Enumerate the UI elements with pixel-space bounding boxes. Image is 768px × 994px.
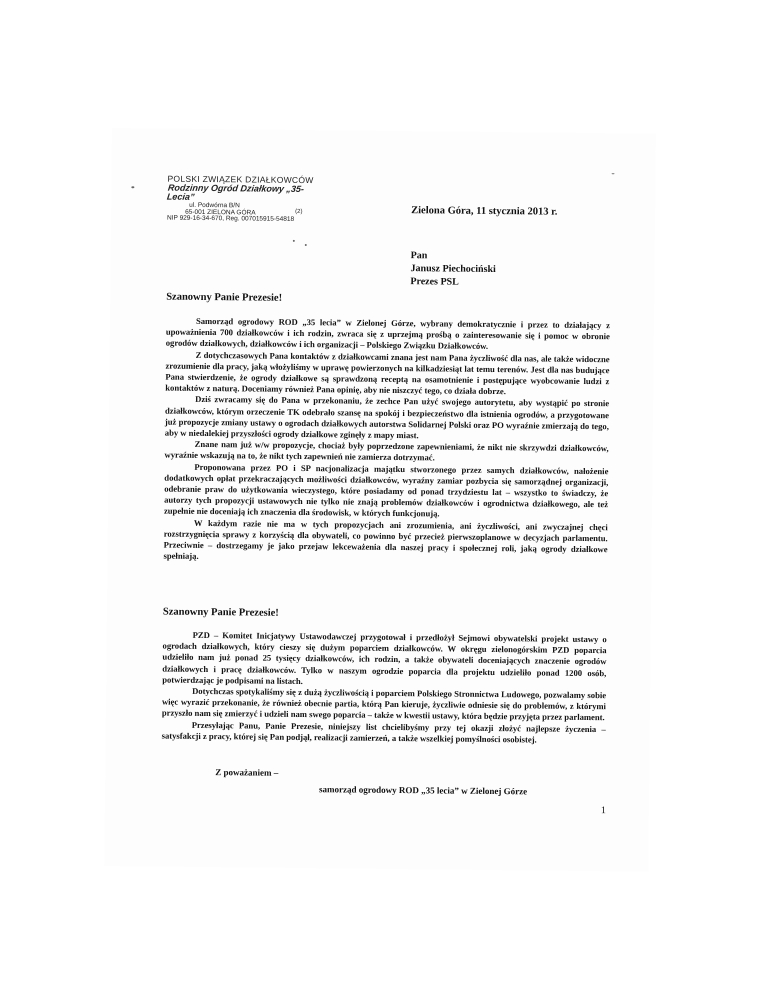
scan-speck — [612, 173, 615, 174]
stamp-line-4: 65-001 ZIELONA GÓRA — [185, 208, 256, 217]
paragraph: Samorząd ogrodowy ROD „35 lecia” w Zielonej Górze, wybrany demokratycznie i przez to działający z upoważnienia 700 działkowców i ich rodzin, zwraca się z uprzejmą prośbą o zainteresowanie się i pomoc w obronie ogrodów działkowych, działkowców i ich organizacji – Polskiego Związku Działkowców. — [165, 315, 611, 352]
paragraph: Dotychczas spotykaliśmy się z dużą życzliwością i poparciem Polskiego Stronnictwa Ludowego, pozwalamy sobie więc wyrazić przekonanie, że również obecnie partia, którą Pan kieruje, życzliwie odniesie się do problemów, z którymi przyszło nam się zmierzyć i udzieli nam swego poparcia – także w kwestii ustawy, która będzie przyjęta przez parlament. — [161, 685, 607, 723]
paragraph: Proponowana przez PO i SP nacjonalizacja majątku stworzonego przez samych działkowców, nałożenie dodatkowych opłat przekraczających możliwości działkowców, wyraźny zamiar pozbycia się samorządnej organizacji, odebranie praw do użytkowania wieczystego, które posiadamy od ponad trzydziestu lat – wszystko to świadczy, że autorzy tych propozycji ustawowych nie tylko nie znają problemów działkowców i ogrodnictwa działkowego, ale też zupełnie nie doceniają ich znaczenia dla środowisk, w których funkcjonują. — [163, 461, 609, 519]
scan-speck — [131, 186, 134, 188]
stamp-line-1: POLSKI ZWIĄZEK DZIAŁKOWCÓW — [167, 173, 314, 186]
recipient-block — [410, 249, 496, 289]
organization-stamp — [167, 175, 317, 225]
page-number: 1 — [600, 805, 606, 817]
letter-body-part-1 — [163, 316, 610, 567]
stamp-line-2: Rodzinny Ogród Działkowy „35-Lecia” — [166, 182, 305, 203]
letter-body-part-2 — [162, 630, 607, 747]
recipient-line-1: Pan — [410, 250, 428, 262]
recipient-line-2: Janusz Piechociński — [410, 263, 496, 276]
salutation-second: Szanowny Panie Prezesie! — [162, 606, 279, 619]
stamp-line-5: NIP 929-16-34-670, Reg. 007015915-54818 — [167, 215, 295, 224]
paragraph: Znane nam już w/w propozycje, chociaż były poprzedzone zapewnieniami, że nikt nie skrzywdzi działkowców, wyraźnie wskazują na to, że nikt tych zapewnień nie zamierza dotrzymać. — [164, 439, 609, 463]
closing-phrase: Z poważaniem – — [215, 767, 279, 778]
paragraph: PZD – Komitet Inicjatywy Ustawodawczej przygotował i przedłożył Sejmowi obywatelski projekt ustawy o ogrodach działkowych, który cieszy się dużym poparciem działkowców. W okręgu zielonogórskim PZD poparcia udzieliło nam już ponad 25 tysięcy działkowców, ich rodzin, a także obywateli doceniających znaczenie ogrodów działkowych i pracę działkowców. Tylko w naszym ogrodzie poparcia dla projektu udzieliło ponad 1200 osób, potwierdzając je podpisami na listach. — [162, 629, 607, 686]
salutation-first: Szanowny Panie Prezesie! — [166, 291, 283, 304]
paragraph: Dziś zwracamy się do Pana w przekonaniu, że zechce Pan użyć swojego autorytetu, aby wystąpić po stronie działkowców, którym orzeczenie TK odebrało szansę na spokój i bezpieczeństwo dla istnienia ogrodów, a przygotowane już propozycje zmiany ustawy o ogrodach działkowych autorstwa Solidarnej Polski oraz PO wyraźnie zmierzają do tego, aby w niedalekiej przyszłości ogrody działkowe zginęły z mapy miast. — [164, 394, 610, 441]
signature-line: samorząd ogrodowy ROD „35 lecia” w Zielonej Górze — [319, 784, 528, 797]
recipient-line-3: Prezes PSL — [410, 276, 459, 288]
paragraph: Z dotychczasowych Pana kontaktów z działkowcami znana jest nam Pana życzliwość dla nas, ale także widoczne zrozumienie dla pracy, jaką włożyliśmy w uprawę powierzonych na kilkadziesiąt lat temu terenów. Jest dla nas budujące Pana stwierdzenie, że ogrody działkowe są sprawdzoną receptą na osamotnienie i postępujące wyobcowanie ludzi z kontaktów z naturą. Doceniamy również Pana opinię, aby nie niszczyć tego, co działa dobrze. — [165, 349, 610, 397]
letter-date: Zielona Góra, 11 stycznia 2013 r. — [411, 205, 558, 218]
stamp-line-3: ul. Podwórna B/N — [189, 201, 240, 210]
scan-speck — [305, 244, 307, 246]
paragraph: W każdym razie nie ma w tych propozycjach ani zrozumienia, ani życzliwości, ani zwyczajnej chęci rozstrzygnięcia sprawy z korzyścią dla obywateli, co powinno być przecież pierwszoplanowe w decyzjach parlamentu. Przeciwnie – dostrzegamy je jako przejaw lekceważenia dla naszej pracy i społecznej roli, jaką ogrody działkowe spełniają. — [163, 517, 608, 562]
scan-speck — [293, 240, 295, 242]
stamp-number: (2) — [295, 208, 303, 215]
letter-page — [104, 128, 656, 872]
paragraph: Przesyłając Panu, Panie Prezesie, niniejszy list chcielibyśmy przy tej okazji złożyć najlepsze życzenia – satysfakcji z pracy, której się Pan podjął, realizacji zamierzeń, a także wszelkiej pomyślności osobistej. — [161, 719, 606, 745]
